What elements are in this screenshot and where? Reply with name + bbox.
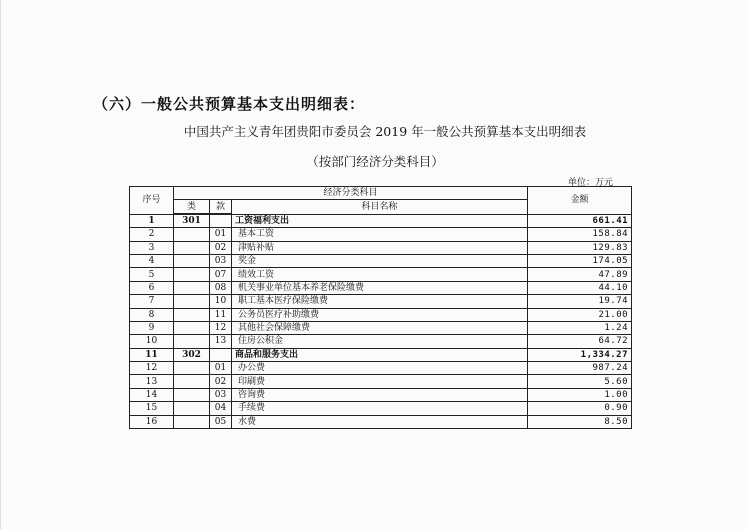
row-lei: [174, 241, 210, 254]
row-amount: 47.89: [528, 268, 632, 281]
row-item-name: 机关事业单位基本养老保险缴费: [232, 281, 528, 294]
row-kuan: 03: [210, 254, 232, 267]
table-row: [130, 362, 632, 375]
row-amount: 1.24: [528, 321, 632, 334]
table-row: [130, 335, 632, 348]
row-lei: [174, 388, 210, 401]
row-item-name: 公务员医疗补助缴费: [232, 308, 528, 321]
row-lei: [174, 295, 210, 308]
row-kuan: 01: [210, 228, 232, 241]
row-kuan: [210, 214, 232, 227]
header-amount: 金额: [528, 187, 632, 215]
row-amount: 19.74: [528, 295, 632, 308]
header-seq: 序号: [130, 187, 174, 215]
row-kuan: 13: [210, 335, 232, 348]
row-lei: [174, 321, 210, 334]
row-amount: 1.00: [528, 388, 632, 401]
table-row: [130, 308, 632, 321]
row-item-name: 基本工资: [232, 228, 528, 241]
row-kuan: 02: [210, 241, 232, 254]
row-seq: 16: [130, 415, 174, 428]
row-amount: 1,334.27: [528, 348, 632, 361]
row-amount: 661.41: [528, 214, 632, 227]
row-amount: 64.72: [528, 335, 632, 348]
row-seq: 8: [130, 308, 174, 321]
row-lei: 302: [174, 348, 210, 361]
row-seq: 9: [130, 321, 174, 334]
row-kuan: 07: [210, 268, 232, 281]
row-item-name: 商品和服务支出: [232, 348, 528, 361]
table-row: [130, 388, 632, 401]
row-seq: 14: [130, 388, 174, 401]
unit-label: 单位：万元: [568, 178, 614, 188]
table-row: [130, 268, 632, 281]
table-row: [130, 254, 632, 267]
row-item-name: 工资福利支出: [232, 214, 528, 227]
row-kuan: 05: [210, 415, 232, 428]
row-item-name: 水费: [232, 415, 528, 428]
row-lei: [174, 375, 210, 388]
header-econ-class: 经济分类科目: [174, 187, 528, 200]
row-lei: [174, 268, 210, 281]
row-kuan: 11: [210, 308, 232, 321]
row-lei: [174, 281, 210, 294]
row-kuan: 12: [210, 321, 232, 334]
row-item-name: 手续费: [232, 402, 528, 415]
row-seq: 6: [130, 281, 174, 294]
row-amount: 44.10: [528, 281, 632, 294]
row-item-name: 津贴补贴: [232, 241, 528, 254]
row-lei: [174, 362, 210, 375]
table-row: [130, 214, 632, 227]
row-item-name: 其他社会保障缴费: [232, 321, 528, 334]
table-row: [130, 402, 632, 415]
row-item-name: 绩效工资: [232, 268, 528, 281]
row-amount: 174.05: [528, 254, 632, 267]
row-item-name: 咨询费: [232, 388, 528, 401]
table-body: [130, 214, 632, 428]
row-seq: 4: [130, 254, 174, 267]
row-seq: 13: [130, 375, 174, 388]
budget-table: [129, 186, 632, 429]
table-row: [130, 295, 632, 308]
row-item-name: 住房公积金: [232, 335, 528, 348]
table-row: [130, 228, 632, 241]
table-title: 中国共产主义青年团贵阳市委员会 2019 年一般公共预算基本支出明细表: [183, 124, 587, 139]
row-lei: [174, 402, 210, 415]
header-item-name: 科目名称: [232, 200, 528, 214]
row-lei: [174, 228, 210, 241]
table-row: [130, 241, 632, 254]
row-amount: 21.00: [528, 308, 632, 321]
header-lei: 类: [174, 200, 210, 213]
row-amount: 0.90: [528, 402, 632, 415]
table-row: [130, 415, 632, 428]
row-lei: [174, 254, 210, 267]
row-lei: [174, 415, 210, 428]
row-kuan: 10: [210, 295, 232, 308]
table-row: [130, 281, 632, 294]
table-row: [130, 321, 632, 334]
row-kuan: [210, 348, 232, 361]
row-seq: 11: [130, 348, 174, 361]
row-seq: 3: [130, 241, 174, 254]
row-lei: [174, 308, 210, 321]
row-seq: 7: [130, 295, 174, 308]
row-seq: 2: [130, 228, 174, 241]
row-amount: 987.24: [528, 362, 632, 375]
row-kuan: 02: [210, 375, 232, 388]
row-amount: 8.50: [528, 415, 632, 428]
header-kuan: 款: [210, 200, 232, 213]
row-seq: 1: [130, 214, 174, 227]
row-item-name: 奖金: [232, 254, 528, 267]
row-item-name: 印刷费: [232, 375, 528, 388]
row-kuan: 01: [210, 362, 232, 375]
table-row: [130, 348, 632, 361]
row-seq: 10: [130, 335, 174, 348]
row-amount: 5.60: [528, 375, 632, 388]
section-heading: （六）一般公共预算基本支出明细表：: [93, 95, 366, 113]
row-seq: 15: [130, 402, 174, 415]
row-lei: 301: [174, 214, 210, 227]
row-seq: 5: [130, 268, 174, 281]
row-seq: 12: [130, 362, 174, 375]
row-item-name: 办公费: [232, 362, 528, 375]
row-amount: 129.83: [528, 241, 632, 254]
row-kuan: 03: [210, 388, 232, 401]
row-amount: 158.84: [528, 228, 632, 241]
row-kuan: 04: [210, 402, 232, 415]
row-kuan: 08: [210, 281, 232, 294]
table-row: [130, 375, 632, 388]
row-lei: [174, 335, 210, 348]
row-item-name: 职工基本医疗保险缴费: [232, 295, 528, 308]
table-subtitle: （按部门经济分类科目）: [306, 154, 444, 169]
